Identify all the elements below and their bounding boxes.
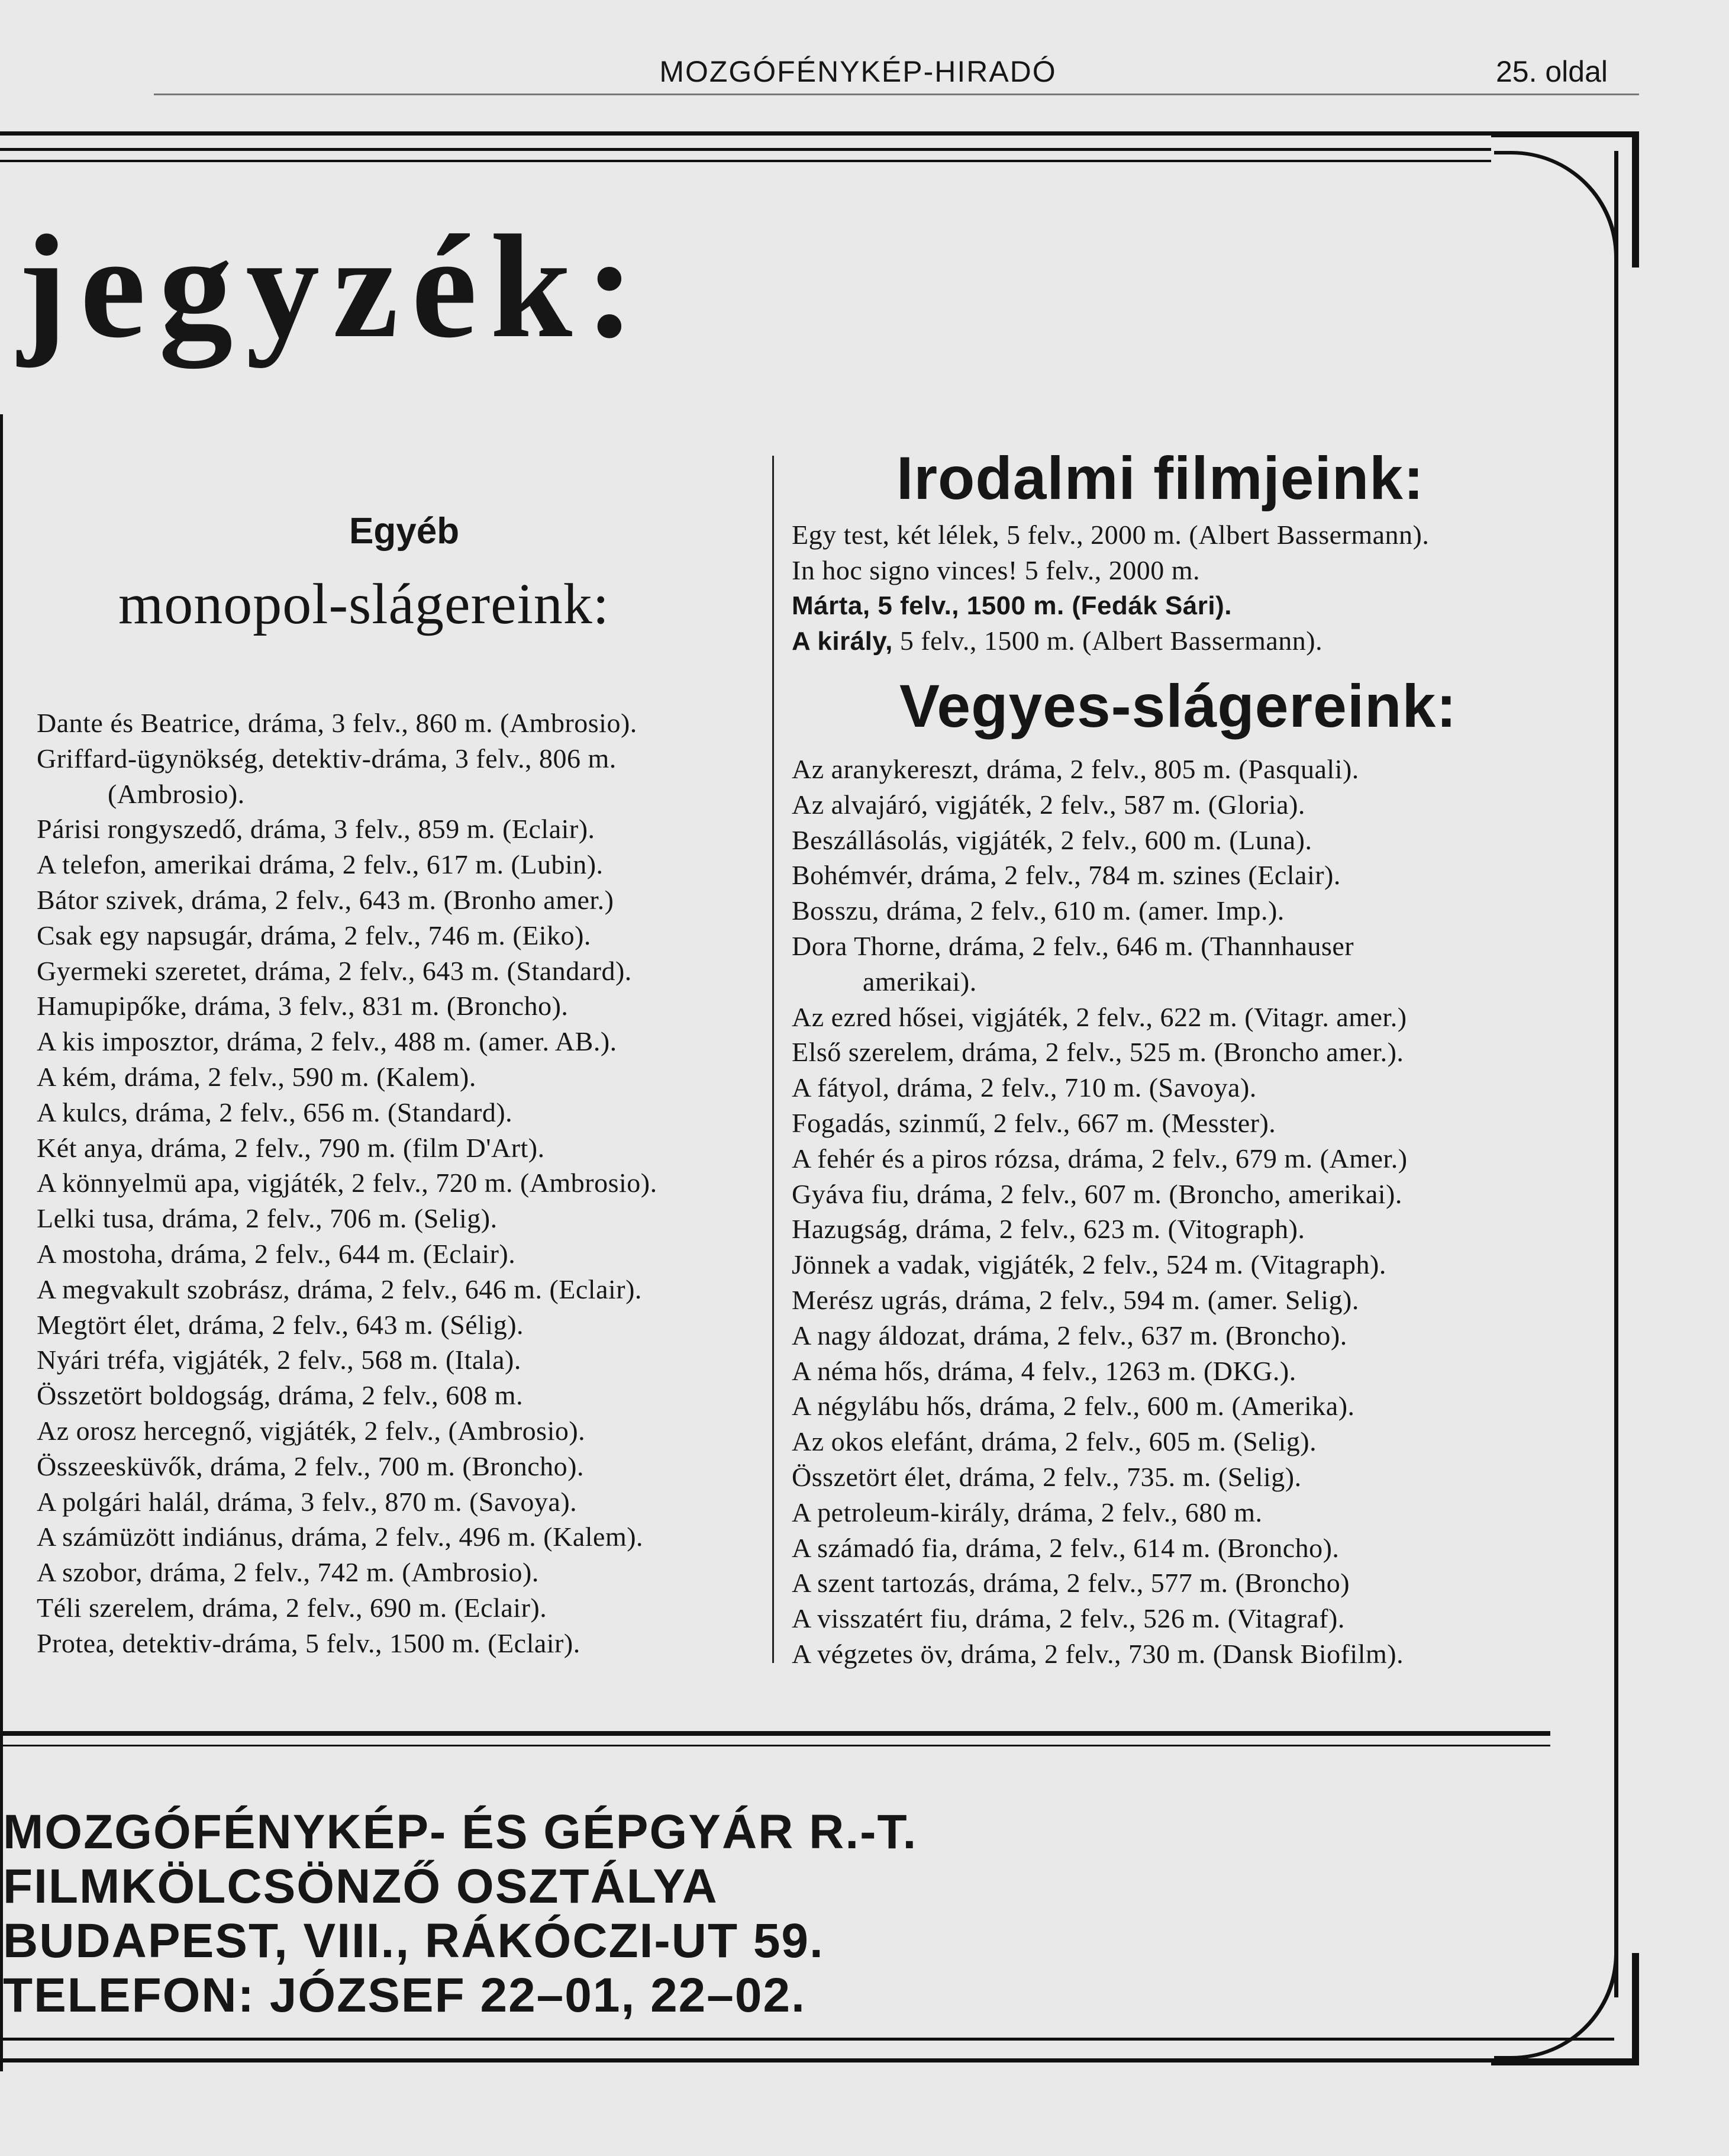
mixed-list: [792, 752, 1408, 1672]
footer-rule-thin: [0, 1745, 1550, 1746]
list-item: Dora Thorne, dráma, 2 felv., 646 m. (Thannhauser: [792, 930, 1354, 961]
list-item: A néma hős, dráma, 4 felv., 1263 m. (DKG.).: [792, 1355, 1296, 1386]
bottom-line-1: [0, 2038, 1614, 2041]
list-item: Dante és Beatrice, dráma, 3 felv., 860 m. (Ambrosio).: [37, 708, 637, 738]
frame-top-line-3: [0, 160, 1491, 162]
list-item: In hoc signo vinces! 5 felv., 2000 m.: [792, 555, 1201, 585]
list-item: Beszállásolás, vigjáték, 2 felv., 600 m. (Luna).: [792, 824, 1312, 855]
list-item: A könnyelmü apa, vigjáték, 2 felv., 720 m. (Ambrosio).: [37, 1168, 657, 1198]
list-item: Egy test, két lélek, 5 felv., 2000 m. (Albert Bassermann).: [792, 520, 1430, 550]
list-item: Megtört élet, dráma, 2 felv., 643 m. (Sélig).: [37, 1309, 524, 1340]
list-item: Bátor szivek, dráma, 2 felv., 643 m. (Bronho amer.): [37, 884, 614, 915]
list-item: A mostoha, dráma, 2 felv., 644 m. (Eclair).: [37, 1238, 516, 1269]
column-divider: [772, 456, 774, 1663]
footer-line-department: FILMKÖLCSÖNZŐ OSZTÁLYA: [3, 1859, 718, 1913]
list-item: Két anya, dráma, 2 felv., 790 m. (film D'Art).: [37, 1132, 545, 1163]
frame-right-line: [1614, 269, 1618, 1997]
list-item: A szobor, dráma, 2 felv., 742 m. (Ambrosio).: [37, 1557, 539, 1588]
list-item: Nyári tréfa, vigjáték, 2 felv., 568 m. (Itala).: [37, 1345, 521, 1375]
literary-title: Irodalmi filmjeink:: [896, 444, 1424, 512]
list-item: Hazugság, dráma, 2 felv., 623 m. (Vitograph).: [792, 1214, 1305, 1245]
list-item: A fehér és a piros rózsa, dráma, 2 felv., 679 m. (Amer.): [792, 1143, 1408, 1174]
list-item: Az ezred hősei, vigjáték, 2 felv., 622 m. (Vitagr. amer.): [792, 1001, 1407, 1032]
list-item: Fogadás, szinmű, 2 felv., 667 m. (Messter).: [792, 1107, 1276, 1138]
list-item: Griffard-ügynökség, detektiv-dráma, 3 felv., 806 m.: [37, 743, 617, 774]
frame-corner-tr-curve: [1494, 151, 1618, 305]
footer-line-company: MOZGÓFÉNYKÉP- ÉS GÉPGYÁR R.-T.: [3, 1805, 918, 1859]
footer-rule-thick: [0, 1731, 1550, 1736]
list-item: Jönnek a vadak, vigjáték, 2 felv., 524 m. (Vitagraph).: [792, 1249, 1386, 1280]
page-number: 25. oldal: [1495, 55, 1608, 88]
list-item: A szent tartozás, dráma, 2 felv., 577 m. (Broncho): [792, 1568, 1350, 1599]
list-item: Az okos elefánt, dráma, 2 felv., 605 m. (Selig).: [792, 1426, 1317, 1457]
list-item-rest: 5 felv., 1500 m. (Albert Bassermann).: [892, 626, 1323, 656]
list-item: Az orosz hercegnő, vigjáték, 2 felv., (Ambrosio).: [37, 1415, 586, 1446]
left-heading-large: monopol-slágereink:: [118, 572, 610, 636]
bottom-corner-v: [1632, 1953, 1639, 2065]
list-item: [792, 623, 1429, 659]
list-item: Összetört élet, dráma, 2 felv., 735. m. (Selig).: [792, 1461, 1302, 1492]
list-item: Protea, detektiv-dráma, 5 felv., 1500 m. (Eclair).: [37, 1628, 580, 1658]
list-item: A kulcs, dráma, 2 felv., 656 m. (Standard).: [37, 1097, 513, 1127]
list-item: Gyáva fiu, dráma, 2 felv., 607 m. (Broncho, amerikai).: [792, 1178, 1402, 1209]
list-item: Bohémvér, dráma, 2 felv., 784 m. szines (Eclair).: [792, 860, 1341, 891]
list-item: Csak egy napsugár, dráma, 2 felv., 746 m. (Eiko).: [37, 920, 591, 950]
list-item: A fátyol, dráma, 2 felv., 710 m. (Savoya).: [792, 1072, 1257, 1103]
list-item: A kém, dráma, 2 felv., 590 m. (Kalem).: [37, 1061, 476, 1092]
list-item: Hamupipőke, dráma, 3 felv., 831 m. (Broncho).: [37, 991, 569, 1021]
list-item: Összeesküvők, dráma, 2 felv., 700 m. (Broncho).: [37, 1451, 584, 1481]
list-item: A számadó fia, dráma, 2 felv., 614 m. (Broncho).: [792, 1532, 1340, 1563]
literary-list: [792, 517, 1429, 659]
bottom-line-2: [0, 2058, 1491, 2062]
left-heading-small: Egyéb: [349, 511, 460, 552]
list-item: A telefon, amerikai dráma, 2 felv., 617 m. (Lubin).: [37, 849, 604, 880]
list-item: Összetört boldogság, dráma, 2 felv., 608 m.: [37, 1380, 524, 1411]
list-item: Merész ugrás, dráma, 2 felv., 594 m. (amer. Selig).: [792, 1284, 1359, 1315]
list-item: A számüzött indiánus, dráma, 2 felv., 496 m. (Kalem).: [37, 1522, 644, 1552]
list-item: (Ambrosio).: [108, 778, 245, 809]
list-item: Első szerelem, dráma, 2 felv., 525 m. (Broncho amer.).: [792, 1037, 1404, 1068]
list-item: A visszatért fiu, dráma, 2 felv., 526 m. (Vitagraf).: [792, 1603, 1345, 1634]
running-title: MOZGÓFÉNYKÉP-HIRADÓ: [659, 55, 1057, 88]
header-rule: [154, 94, 1639, 95]
list-item: Lelki tusa, dráma, 2 felv., 706 m. (Selig).: [37, 1203, 498, 1234]
list-item: A kis imposztor, dráma, 2 felv., 488 m. (amer. AB.).: [37, 1026, 617, 1057]
frame-top-line-2: [0, 148, 1491, 151]
list-item-bold: A király,: [792, 627, 893, 656]
monopol-list: [37, 705, 657, 1661]
list-item: Bosszu, dráma, 2 felv., 610 m. (amer. Imp.).: [792, 895, 1285, 926]
list-item: Gyermeki szeretet, dráma, 2 felv., 643 m. (Standard).: [37, 955, 632, 986]
list-item: A polgári halál, dráma, 3 felv., 870 m. (Savoya).: [37, 1486, 578, 1517]
list-item: A végzetes öv, dráma, 2 felv., 730 m. (Dansk Biofilm).: [792, 1638, 1404, 1669]
page-title: jegyzék:: [18, 205, 648, 369]
frame-corner-tr-v1: [1632, 131, 1639, 268]
frame-corner-tr-h: [1491, 131, 1639, 137]
list-item: A megvakult szobrász, dráma, 2 felv., 646 m. (Eclair).: [37, 1274, 642, 1304]
publisher-address: [3, 1805, 917, 2023]
list-item: A nagy áldozat, dráma, 2 felv., 637 m. (Broncho).: [792, 1320, 1347, 1351]
footer-line-phone: TELEFON: JÓZSEF 22–01, 22–02.: [3, 1968, 806, 2022]
frame-top-line-1: [0, 131, 1491, 136]
list-item: Téli szerelem, dráma, 2 felv., 690 m. (Eclair).: [37, 1592, 547, 1623]
list-item: A négylábu hős, dráma, 2 felv., 600 m. (Amerika).: [792, 1391, 1355, 1422]
mixed-title: Vegyes-slágereink:: [899, 672, 1457, 740]
list-item: A petroleum-király, dráma, 2 felv., 680 m.: [792, 1497, 1263, 1527]
footer-line-address: BUDAPEST, VIII., RÁKÓCZI-UT 59.: [3, 1914, 824, 1968]
list-item: Párisi rongyszedő, dráma, 3 felv., 859 m. (Eclair).: [37, 814, 595, 845]
list-item: Az alvajáró, vigjáték, 2 felv., 587 m. (Gloria).: [792, 789, 1305, 820]
list-item: Az aranykereszt, dráma, 2 felv., 805 m. (Pasquali).: [792, 754, 1359, 784]
list-item: Márta, 5 felv., 1500 m. (Fedák Sári).: [792, 591, 1233, 620]
list-item: amerikai).: [863, 966, 977, 997]
